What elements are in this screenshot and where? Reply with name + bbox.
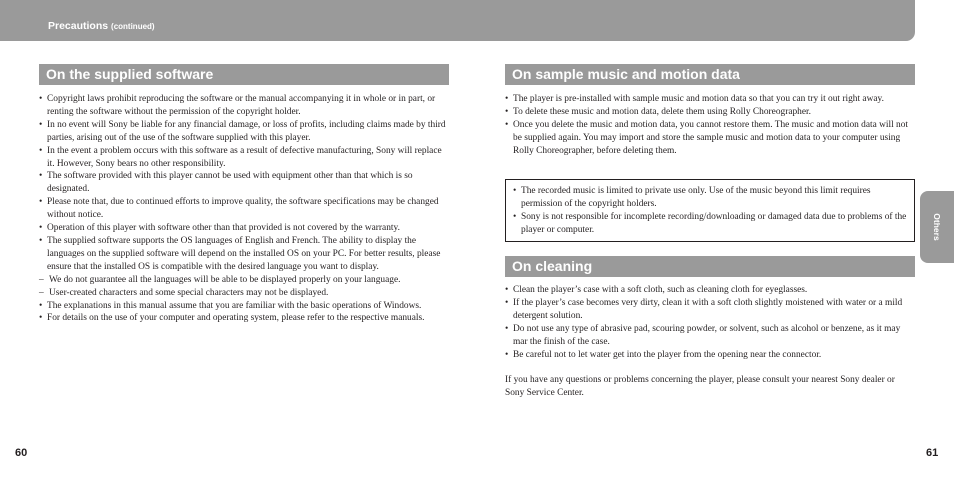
running-header-suffix: (continued) xyxy=(111,22,155,31)
sample-data-text xyxy=(505,93,915,158)
list-item: • Copyright laws prohibit reproducing the software or the manual accompanying it in whole or in part, or renting the software without the permission of the copyright holder. xyxy=(39,93,449,119)
sub-note: – We do not guarantee all the languages will be able to be displayed properly on your language. xyxy=(39,274,449,287)
running-header-title: Precautions xyxy=(48,20,109,32)
cleaning-list xyxy=(505,284,915,361)
supplied-software-text xyxy=(39,93,449,325)
side-tab xyxy=(920,191,954,263)
list-item: • In no event will Sony be liable for any financial damage, or loss of profits, including claims made by third parties, arising out of the use of the software supplied with this player. xyxy=(39,119,449,145)
section-title-sample-data: On sample music and motion data xyxy=(505,64,915,85)
section-title-cleaning: On cleaning xyxy=(505,256,915,277)
list-item: • The software provided with this player cannot be used with equipment other than that which is so designated. xyxy=(39,170,449,196)
list-item: • The explanations in this manual assume that you are familiar with the basic operations of Windows. xyxy=(39,300,449,313)
sample-data-list xyxy=(505,93,915,158)
side-tab-label: Others xyxy=(932,213,942,241)
list-item: • Please note that, due to continued efforts to improve quality, the software specifications may be changed without notice. xyxy=(39,196,449,222)
header-band xyxy=(0,0,915,41)
note-box xyxy=(505,179,915,242)
list-item: • Sony is not responsible for incomplete recording/downloading or damaged data due to problems of the player or computer. xyxy=(513,211,908,237)
note-list xyxy=(513,185,908,237)
list-item: • The recorded music is limited to private use only. Use of the music beyond this limit requires permission of the copyright holders. xyxy=(513,185,908,211)
list-item-os-languages xyxy=(39,235,449,300)
cleaning-text xyxy=(505,284,915,361)
list-item: • Do not use any type of abrasive pad, scouring powder, or solvent, such as alcohol or benzene, as it may mar the finish of the case. xyxy=(505,323,915,349)
list-item: • Be careful not to let water get into the player from the opening near the connector. xyxy=(505,349,915,362)
page-number-left: 60 xyxy=(15,447,28,459)
list-item: • For details on the use of your computer and operating system, please refer to the respective manuals. xyxy=(39,312,449,325)
sub-note: – User-created characters and some special characters may not be displayed. xyxy=(39,287,449,300)
list-item: • Operation of this player with software other than that provided is not covered by the warranty. xyxy=(39,222,449,235)
list-item: • Once you delete the music and motion data, you cannot restore them. The music and motion data will not be supplied again. You may import and store the sample music and motion data to your computer using Rolly Choreographer, before deleting them. xyxy=(505,119,915,158)
page-number-right: 61 xyxy=(926,447,939,459)
list-item: • In the event a problem occurs with this software as a result of defective manufacturing, Sony will replace it. However, Sony bears no other responsibility. xyxy=(39,145,449,171)
list-item: • Clean the player’s case with a soft cloth, such as cleaning cloth for eyeglasses. xyxy=(505,284,915,297)
supplied-software-list xyxy=(39,93,449,325)
list-item: • The player is pre-installed with sample music and motion data so that you can try it out right away. xyxy=(505,93,915,106)
contact-paragraph: If you have any questions or problems concerning the player, please consult your nearest Sony dealer or Sony Service Center. xyxy=(505,375,895,398)
running-header xyxy=(48,20,155,32)
list-item: • To delete these music and motion data, delete them using Rolly Choreographer. xyxy=(505,106,915,119)
list-item: • If the player’s case becomes very dirty, clean it with a soft cloth slightly moistened with water or a mild detergent solution. xyxy=(505,297,915,323)
list-item-text: The supplied software supports the OS languages of English and French. The ability to display the languages on the supplied software will depend on the installed OS on your PC. For better results, please ensure that the installed OS is compatible with the desired language you want to display. xyxy=(47,235,441,272)
section-title-supplied-software: On the supplied software xyxy=(39,64,449,85)
